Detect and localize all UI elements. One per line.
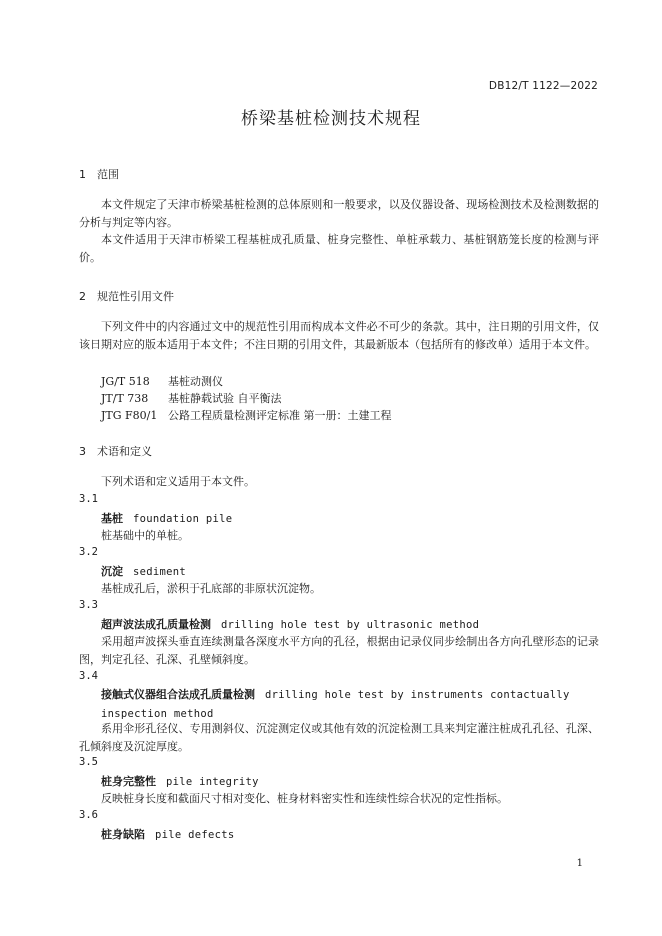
term-number: 3.5	[79, 756, 98, 768]
term-zh: 桩身完整性	[101, 775, 156, 788]
document-title: 桥梁基桩检测技术规程	[241, 109, 421, 129]
reference-name: 基桩静载试验 自平衡法	[168, 392, 282, 405]
term-zh: 超声波法成孔质量检测	[101, 618, 211, 631]
term-heading	[101, 826, 599, 845]
section-number: 3	[79, 445, 86, 458]
reference-code: JG/T 518	[101, 375, 150, 388]
section-number: 2	[79, 290, 86, 303]
reference-code: JT/T 738	[101, 392, 149, 405]
reference-name: 基桩动测仪	[168, 375, 223, 388]
term-heading	[101, 773, 599, 792]
term-number: 3.6	[79, 809, 98, 821]
terms-intro: 下列术语和定义适用于本文件。	[101, 475, 255, 488]
term-zh: 基桩	[101, 512, 123, 525]
section-2-body	[79, 318, 599, 353]
term-heading	[101, 510, 599, 529]
term-definition: 桩基础中的单桩。	[101, 529, 189, 542]
section-number: 1	[79, 168, 86, 181]
term-heading	[101, 563, 599, 582]
term-number: 3.1	[79, 493, 98, 505]
paragraph: 下列文件中的内容通过文中的规范性引用而构成本文件必不可少的条款。其中，注日期的引用文件，仅该日期对应的版本适用于本文件；不注日期的引用文件，其最新版本（包括所有的修改单）适用于本文件。	[79, 320, 599, 351]
section-title: 范围	[97, 168, 119, 181]
section-title: 术语和定义	[97, 445, 152, 458]
term-en: drilling hole test by instruments contactually inspection method	[101, 689, 570, 720]
term-heading	[101, 686, 599, 723]
term-definition: 反映桩身长度和截面尺寸相对变化、桩身材料密实性和连续性综合状况的定性指标。	[101, 792, 508, 805]
term-definition: 采用超声波探头垂直连续测量各深度水平方向的孔径，根据由记录仪同步绘制出各方向孔壁形态的记录图，判定孔径、孔深、孔壁倾斜度。	[79, 635, 599, 666]
term-number: 3.3	[79, 599, 98, 611]
reference-code: JTG F80/1	[101, 409, 158, 422]
term-zh: 接触式仪器组合法成孔质量检测	[101, 688, 255, 701]
section-2-heading	[79, 288, 174, 304]
section-title: 规范性引用文件	[97, 290, 174, 303]
standard-code: DB12/T 1122—2022	[488, 80, 598, 92]
paragraph: 本文件规定了天津市桥梁基桩检测的总体原则和一般要求，以及仪器设备、现场检测技术及检测数据的分析与判定等内容。	[79, 198, 599, 229]
reference-item	[101, 390, 282, 406]
term-en: foundation pile	[133, 513, 233, 525]
term-number: 3.2	[79, 546, 98, 558]
reference-item	[101, 373, 223, 389]
page-number: 1	[576, 858, 583, 869]
term-heading	[101, 616, 599, 635]
term-definition: 系用伞形孔径仪、专用测斜仪、沉淀测定仪或其他有效的沉淀检测工具来判定灌注桩成孔孔径、孔深、孔倾斜度及沉淀厚度。	[79, 722, 599, 753]
term-en: pile defects	[155, 829, 235, 841]
reference-item	[101, 407, 392, 423]
term-number: 3.4	[79, 670, 98, 682]
term-zh: 桩身缺陷	[101, 828, 145, 841]
term-en: pile integrity	[166, 776, 259, 788]
section-1-body	[79, 196, 599, 266]
term-en: drilling hole test by ultrasonic method	[221, 619, 480, 631]
reference-name: 公路工程质量检测评定标准 第一册：土建工程	[168, 409, 392, 422]
term-en: sediment	[133, 566, 186, 578]
term-definition: 基桩成孔后，淤积于孔底部的非原状沉淀物。	[101, 582, 321, 595]
term-zh: 沉淀	[101, 565, 123, 578]
section-3-heading	[79, 443, 152, 459]
paragraph: 本文件适用于天津市桥梁工程基桩成孔质量、桩身完整性、单桩承载力、基桩钢筋笼长度的检测与评价。	[79, 233, 599, 264]
section-1-heading	[79, 166, 119, 182]
